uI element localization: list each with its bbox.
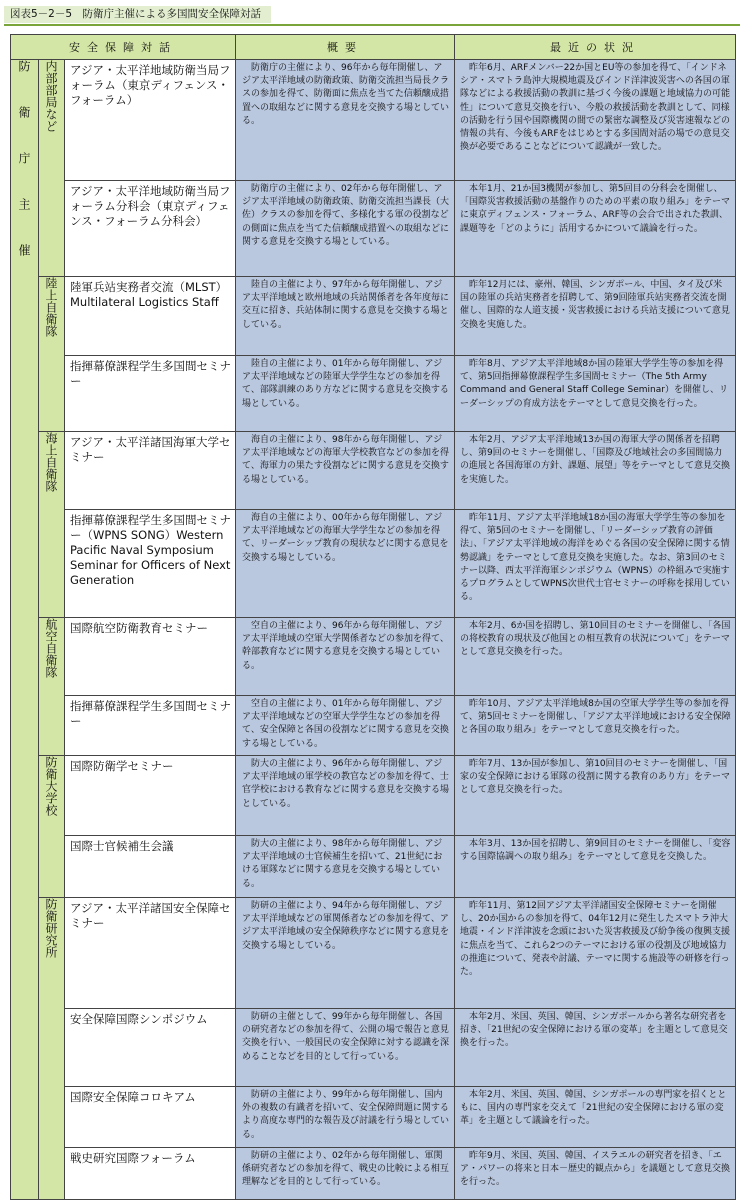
dialogue-summary: 防研の主催として、99年から毎年開催し、各国の研究者などの参加を得て、公開の場で報告と意見交換を行い、一般国民の安全保障に対する認識を深めることなどを目的として行っている。 xyxy=(236,1009,455,1087)
dialogue-summary: 陸自の主催により、97年から毎年開催し、アジア太平洋地域と欧州地域の兵站関係者を各年度毎に交互に招き、兵站体制に関する意見を交換する場としている。 xyxy=(236,277,455,356)
dialogue-name: アジア・太平洋諸国海軍大学セミナー xyxy=(65,432,236,510)
table-row xyxy=(11,696,736,756)
group-cell-asdf xyxy=(39,618,65,756)
header-summary: 概要 xyxy=(236,35,455,60)
table-row xyxy=(11,1009,736,1087)
dialogue-name: 指揮幕僚課程学生多国間セミナー（WPNS SONG）Western Pacific Naval Symposium Seminar for Officers of Next Generation xyxy=(65,510,236,618)
dialogue-name: アジア・太平洋地域防衛当局フォーラム分科会（東京ディフェンス・フォーラム分科会） xyxy=(65,181,236,277)
dialogue-name: 国際航空防衛教育セミナー xyxy=(65,618,236,696)
dialogue-summary: 空自の主催により、96年から毎年開催し、アジア太平洋地域の空軍大学関係者などの参加を得て、幹部教育などに関する意見を交換する場としている。 xyxy=(236,618,455,696)
dialogue-summary xyxy=(236,1148,455,1200)
organizer-cell xyxy=(11,60,39,1200)
header-status: 最近の状況 xyxy=(455,35,736,60)
dialogue-name: 国際安全保障コロキアム xyxy=(65,1087,236,1148)
dialogue-name: 安全保障国際シンポジウム xyxy=(65,1009,236,1087)
dialogue-name xyxy=(65,1148,236,1200)
dialogue-summary: 空自の主催により、01年から毎年開催し、アジア太平洋地域などの空軍大学学生などの参加を得て、安全保障と各国の役割などに関する意見を交換する場としている。 xyxy=(236,696,455,756)
dialogue-summary: 防研の主催により、94年から毎年開催し、アジア太平洋地域などの軍関係者などの参加を得て、アジア太平洋地域の安全保障秩序などに関する意見を交換する場としている。 xyxy=(236,898,455,1009)
table-row xyxy=(11,898,736,1009)
table-row xyxy=(11,60,736,181)
table-row xyxy=(11,510,736,618)
table-row xyxy=(11,181,736,277)
dialogue-status: 本年1月、21か国3機関が参加し、第5回目の分科会を開催し、「国際災害救援活動の基盤作りのための平素の取り組み」をテーマに東京ディフェンス・フォーラム、ARF等の会合で出された教訓、課題等を「どのように」活用するかについて議論を行った。 xyxy=(455,181,736,277)
group-label: 海上自衛隊 xyxy=(43,432,60,492)
dialogue-name: 指揮幕僚課程学生多国間セミナー xyxy=(65,356,236,432)
group-label: 防衛研究所 xyxy=(43,898,60,958)
organizer-label: 防衛庁主催 xyxy=(16,60,33,1199)
group-cell-msdf xyxy=(39,432,65,618)
dialogue-status: 昨年11月、第12回アジア太平洋諸国安全保障セミナーを開催し、20か国からの参加を得て、04年12月に発生したスマトラ沖大地震・インド洋津波を念頭においた災害救援及び紛争後の復興支援に焦点を当て、これら2つのテーマにおける軍の役割及び地域協力の推進について、発表や討議、テーマに関する施設等の研修を行った。 xyxy=(455,898,736,1009)
dialogue-name: 指揮幕僚課程学生多国間セミナー xyxy=(65,696,236,756)
group-label: 内部部局など xyxy=(43,60,60,132)
figure-title: 図表5－2－5 防衛庁主催による多国間安全保障対話 xyxy=(4,6,271,23)
dialogue-status: 昨年10月、アジア太平洋地域8か国の空軍大学学生等の参加を得て、第5回セミナーを開催し、「アジア太平洋地域における安全保障と各国の取り組み」をテーマとして意見交換を行った。 xyxy=(455,696,736,756)
dialogue-table xyxy=(10,34,736,1200)
group-cell-nda xyxy=(39,756,65,898)
dialogue-summary: 防大の主催により、96年から毎年開催し、アジア太平洋地域の軍学校の教官などの参加を得て、士官学校における教育などに関する意見を交換する場としている。 xyxy=(236,756,455,836)
table-row xyxy=(11,1148,736,1200)
dialogue-status: 本年2月、6か国を招聘し、第10回目のセミナーを開催し、「各国の将校教育の現状及び他国との相互教育の状況について」をテーマとして意見交換を行った。 xyxy=(455,618,736,696)
table-row xyxy=(11,1087,736,1148)
table-row xyxy=(11,836,736,898)
dialogue-summary: 海自の主催により、98年から毎年開催し、アジア太平洋地域などの海軍大学校教官などの参加を得て、海軍力の果たす役割などに関する意見を交換する場としている。 xyxy=(236,432,455,510)
dialogue-status: 昨年12月には、豪州、韓国、シンガポール、中国、タイ及び米国の陸軍の兵站実務者を招聘して、第9回陸軍兵站実務者交流を開催し、国際的な人道支援・災害救援における兵站支援について意見交換を実施した。 xyxy=(455,277,736,356)
figure-title-bar xyxy=(4,6,740,26)
group-cell-internal xyxy=(39,60,65,277)
dialogue-name: 国際防衛学セミナー xyxy=(65,756,236,836)
dialogue-status: 本年2月、米国、英国、韓国、シンガポールの専門家を招くとともに、国内の専門家を交えて「21世紀の安全保障における軍の変革」を主題として議論を行った。 xyxy=(455,1087,736,1148)
group-label: 陸上自衛隊 xyxy=(43,277,60,337)
group-cell-nids xyxy=(39,898,65,1200)
dialogue-status xyxy=(455,1148,736,1200)
group-cell-gsdf xyxy=(39,277,65,432)
table-row xyxy=(11,756,736,836)
dialogue-summary: 防衛庁の主催により、02年から毎年開催し、アジア太平洋地域の防衛政策、防衛交流担当課長（大佐）クラスの参加を得て、多様化する軍の役割などの側面に焦点を当てた信頼醸成措置への取組などに関する意見を交換する場としている。 xyxy=(236,181,455,277)
dialogue-status: 本年3月、13か国を招聘し、第9回目のセミナーを開催し、「変容する国際協調への取り組み」をテーマとして意見を交換した。 xyxy=(455,836,736,898)
dialogue-summary: 防研の主催により、99年から毎年開催し、国内外の複数の有識者を招いて、安全保障問題に関するより高度な専門的な報告及び討議を行う場としている。 xyxy=(236,1087,455,1148)
header-row xyxy=(11,35,736,60)
table-row xyxy=(11,356,736,432)
table-row xyxy=(11,618,736,696)
table-row xyxy=(11,277,736,356)
dialogue-summary: 防大の主催により、98年から毎年開催し、アジア太平洋地域の士官候補生を招いて、21世紀における軍隊などに関する意見を交換する場としている。 xyxy=(236,836,455,898)
group-label: 防衛大学校 xyxy=(43,756,60,816)
dialogue-status: 昨年11月、アジア太平洋地域18か国の海軍大学学生等の参加を得て、第5回のセミナーを開催し、「リーダーシップ教育の評価法」、「アジア太平洋地域の海洋をめぐる各国の安全保障に関する情勢認識」をテーマとして意見交換を実施した。なお、第3回のセミナー以降、西太平洋海軍シンポジウム（WPNS）の枠組みで実施するプログラムとしてWPNS次世代士官セミナーの呼称を採用している。 xyxy=(455,510,736,618)
dialogue-summary: 陸自の主催により、01年から毎年開催し、アジア太平洋地域などの陸軍大学学生などの参加を得て、部隊訓練のあり方などに関する意見を交換する場としている。 xyxy=(236,356,455,432)
dialogue-status: 本年2月、アジア太平洋地域13か国の海軍大学の関係者を招聘し、第9回のセミナーを開催し、「国際及び地域社会の多国間協力の進展と各国海軍の方針、課題、展望」等をテーマとして意見交換を実施した。 xyxy=(455,432,736,510)
dialogue-summary: 海自の主催により、00年から毎年開催し、アジア太平洋地域などの海軍大学学生などの参加を得て、リーダーシップ教育の現状などに関する意見を交換する場としている。 xyxy=(236,510,455,618)
dialogue-status: 昨年8月、アジア太平洋地域8か国の陸軍大学学生等の参加を得て、第5回指揮幕僚課程学生多国間セミナー（The 5th Army Command and General Staff College Seminar）を開催し、リーダーシップの育成方法をテーマとして意見交換を行った。 xyxy=(455,356,736,432)
dialogue-summary: 防衛庁の主催により、96年から毎年開催し、アジア太平洋地域の防衛政策、防衛交流担当局長クラスの参加を得て、防衛面に焦点を当てた信頼醸成措置への取組などに関する意見を交換する場としている。 xyxy=(236,60,455,181)
dialogue-name: アジア・太平洋諸国安全保障セミナー xyxy=(65,898,236,1009)
dialogue-status: 本年2月、米国、英国、韓国、シンガポールから著名な研究者を招き、「21世紀の安全保障における軍の変革」を主題として意見交換を行った。 xyxy=(455,1009,736,1087)
header-dialogue: 安全保障対話 xyxy=(11,35,236,60)
group-label: 航空自衛隊 xyxy=(43,618,60,678)
dialogue-status: 昨年6月、ARFメンバー22か国とEU等の参加を得て、「インドネシア・スマトラ島沖大規模地震及びインド洋津波災害への各国の軍隊などによる救援活動の教訓に基づく今後の課題と地域協力の可能性」について意見交換を行い、今般の救援活動を教訓として、同様の活動を行う国や国際機関の間での緊密な調整及び災害速報などの情報の共有、今後もARFをはじめとする多国間対話の場での意見交換が必要であることなどについて認識が一致した。 xyxy=(455,60,736,181)
dialogue-name: 陸軍兵站実務者交流（MLST）Multilateral Logistics Staff xyxy=(65,277,236,356)
dialogue-status: 昨年7月、13か国が参加し、第10回目のセミナーを開催し、「国家の安全保障における軍隊の役割に関する教育のあり方」をテーマとして意見交換を行った。 xyxy=(455,756,736,836)
table-row xyxy=(11,432,736,510)
dialogue-name: 国際士官候補生会議 xyxy=(65,836,236,898)
dialogue-name: アジア・太平洋地域防衛当局フォーラム（東京ディフェンス・フォーラム） xyxy=(65,60,236,181)
